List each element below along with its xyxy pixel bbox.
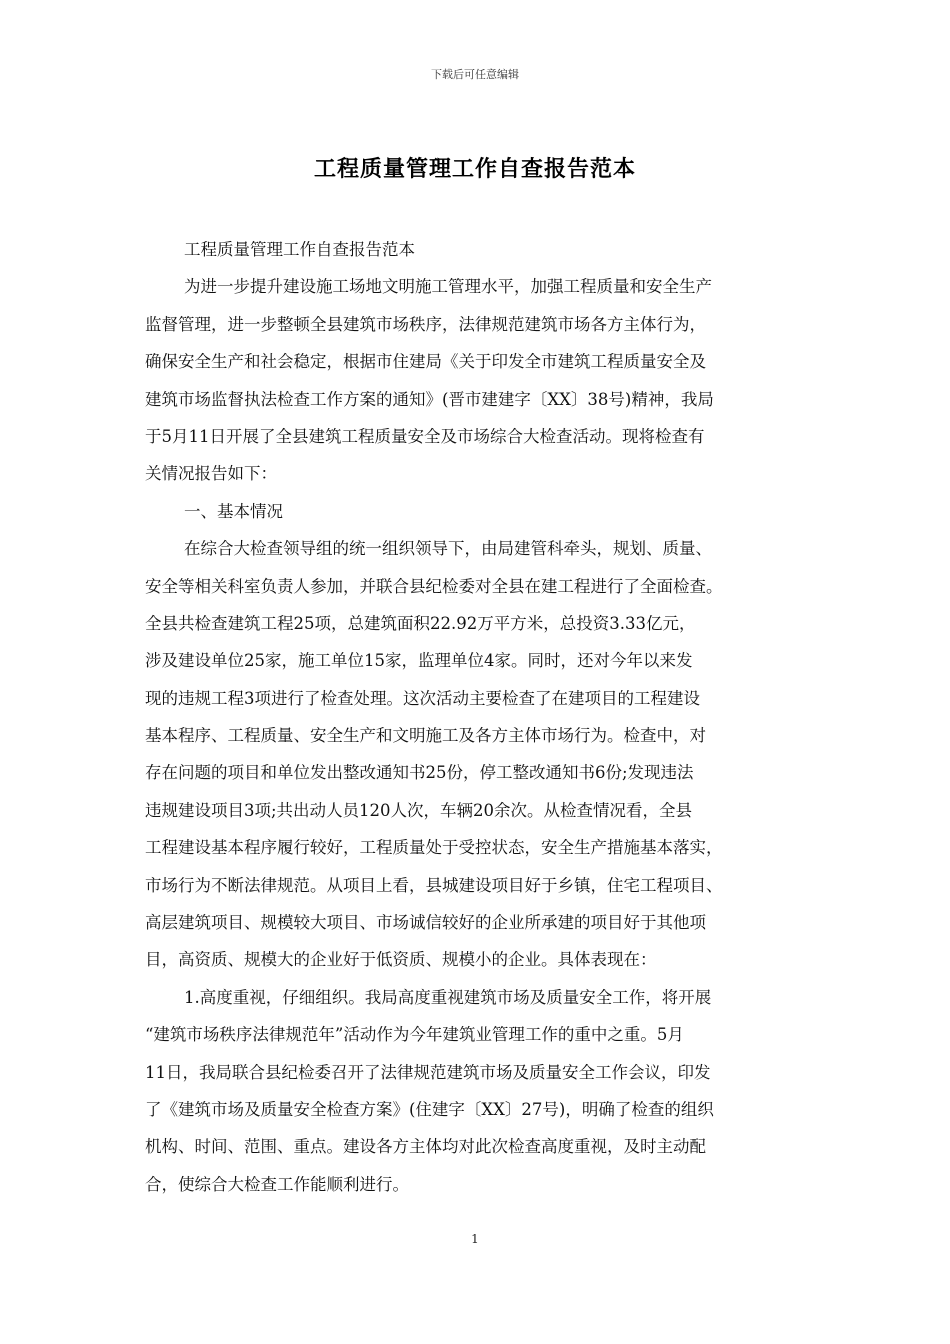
page-number: 1 (471, 1232, 479, 1246)
section-heading: 一、基本情况 (184, 501, 283, 521)
paragraph-line: 确保安全生产和社会稳定，根据市住建局《关于印发全市建筑工程质量安全及 (145, 352, 706, 372)
paragraph-line: “建筑市场秩序法律规范年”活动作为今年建筑业管理工作的重中之重。5月 (145, 1025, 684, 1045)
subtitle-line: 工程质量管理工作自查报告范本 (184, 240, 415, 259)
paragraph-line: 全县共检查建筑工程25项，总建筑面积22.92万平方米，总投资3.33亿元， (145, 613, 696, 633)
paragraph-line: 高层建筑项目、规模较大项目、市场诚信较好的企业所承建的项目好于其他项 (145, 913, 706, 933)
paragraph-line: 违规建设项目3项;共出动人员120人次，车辆20余次。从检查情况看，全县 (145, 800, 693, 820)
paragraph-line: 于5月11日开展了全县建筑工程质量安全及市场综合大检查活动。现将检查有 (145, 426, 705, 446)
paragraph-line: 基本程序、工程质量、安全生产和文明施工及各方主体市场行为。检查中，对 (145, 726, 706, 746)
paragraph-line: 了《建筑市场及质量安全检查方案》(住建字〔XX〕27号)，明确了检查的组织 (145, 1099, 714, 1119)
paragraph-line: 目，高资质、规模大的企业好于低资质、规模小的企业。具体表现在： (145, 950, 657, 970)
document-body (145, 231, 805, 1203)
paragraph-line: 关情况报告如下： (145, 464, 277, 484)
paragraph-line: 工程建设基本程序履行较好，工程质量处于受控状态，安全生产措施基本落实， (145, 838, 723, 858)
header-note: 下载后可任意编辑 (431, 68, 519, 81)
paragraph-line: 在综合大检查领导组的统一组织领导下，由局建管科牵头，规划、质量、 (184, 539, 712, 559)
document-title: 工程质量管理工作自查报告范本 (313, 157, 636, 182)
paragraph-line: 合，使综合大检查工作能顺利进行。 (145, 1174, 409, 1194)
paragraph-line: 现的违规工程3项进行了检查处理。这次活动主要检查了在建项目的工程建设 (145, 688, 700, 708)
paragraph-line: 机构、时间、范围、重点。建设各方主体均对此次检查高度重视，及时主动配 (145, 1137, 706, 1157)
paragraph-line: 安全等相关科室负责人参加，并联合县纪检委对全县在建工程进行了全面检查。 (145, 576, 723, 596)
paragraph-line: 建筑市场监督执法检查工作方案的通知》(晋市建建字〔XX〕38号)精神，我局 (145, 389, 714, 409)
paragraph-line: 为进一步提升建设施工场地文明施工管理水平，加强工程质量和安全生产 (184, 277, 712, 297)
paragraph-line: 存在问题的项目和单位发出整改通知书25份，停工整改通知书6份;发现违法 (145, 763, 694, 783)
paragraph-line: 市场行为不断法律规范。从项目上看，县城建设项目好于乡镇，住宅工程项目、 (145, 875, 723, 895)
paragraph-line: 11日，我局联合县纪检委召开了法律规范建筑市场及质量安全工作会议，印发 (145, 1062, 711, 1082)
paragraph-line: 监督管理，进一步整顿全县建筑市场秩序，法律规范建筑市场各方主体行为， (145, 314, 706, 334)
paragraph-line: 1.高度重视，仔细组织。我局高度重视建筑市场及质量安全工作，将开展 (184, 987, 712, 1007)
paragraph-line: 涉及建设单位25家，施工单位15家，监理单位4家。同时，还对今年以来发 (145, 651, 693, 671)
